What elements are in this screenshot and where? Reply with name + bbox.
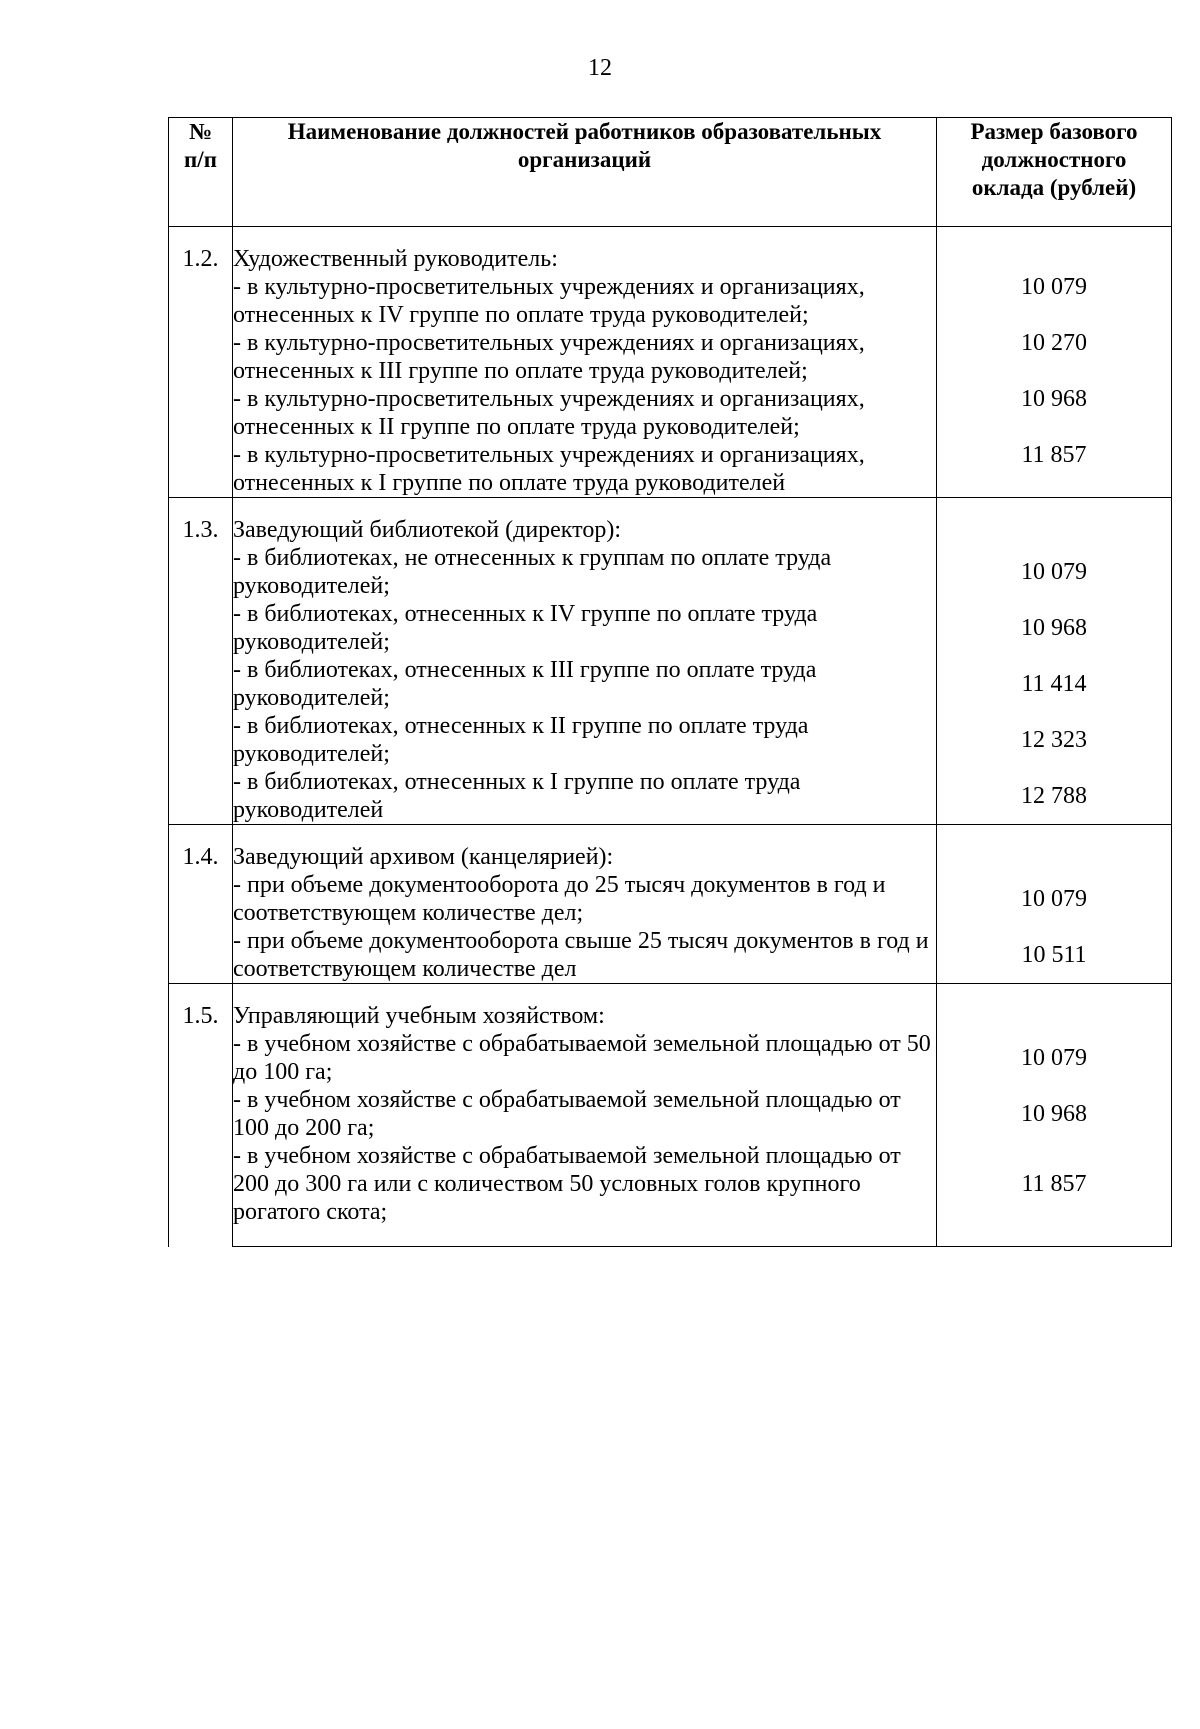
table-body [169, 227, 1172, 1247]
group-title-value-cell [937, 498, 1172, 545]
position-description: - в библиотеках, отнесенных к I группе по оплате труда руководителей [233, 768, 937, 825]
header-salary: Размер базового должностного оклада (рублей) [937, 118, 1172, 227]
salary-value: 10 079 [937, 273, 1172, 329]
salary-value: 12 323 [937, 712, 1172, 768]
salary-value: 10 270 [937, 329, 1172, 385]
position-description: - в учебном хозяйстве с обрабатываемой земельной площадью от 50 до 100 га; [233, 1030, 937, 1086]
position-description: - в учебном хозяйстве с обрабатываемой земельной площадью от 100 до 200 га; [233, 1086, 937, 1142]
group-row [169, 498, 1172, 545]
table-row [169, 329, 1172, 385]
group-number: 1.3. [169, 498, 233, 825]
group-title: Управляющий учебным хозяйством: [233, 984, 937, 1031]
salary-value: 12 788 [937, 768, 1172, 825]
table-row [169, 544, 1172, 600]
salary-value: 10 079 [937, 871, 1172, 927]
table-row [169, 927, 1172, 984]
header-position-name: Наименование должностей работников образовательных организаций [233, 118, 937, 227]
table-row [169, 1086, 1172, 1142]
salary-value: 11 857 [937, 1142, 1172, 1226]
spacer-cell [937, 1226, 1172, 1247]
position-description: - в библиотеках, не отнесенных к группам по оплате труда руководителей; [233, 544, 937, 600]
group-number: 1.4. [169, 825, 233, 984]
group-row [169, 227, 1172, 274]
group-number: 1.2. [169, 227, 233, 498]
position-description: - при объеме документооборота свыше 25 тысяч документов в год и соответствующем количестве дел [233, 927, 937, 984]
table-row [169, 385, 1172, 441]
salary-value: 10 079 [937, 1030, 1172, 1086]
salary-table [168, 117, 1172, 1247]
group-row [169, 825, 1172, 872]
salary-value: 10 968 [937, 385, 1172, 441]
group-title: Художественный руководитель: [233, 227, 937, 274]
position-description: - в библиотеках, отнесенных к IV группе по оплате труда руководителей; [233, 600, 937, 656]
table-row [169, 600, 1172, 656]
position-description: - в культурно-просветительных учреждениях и организациях, отнесенных к III группе по оплате труда руководителей; [233, 329, 937, 385]
position-description: - в библиотеках, отнесенных к II группе по оплате труда руководителей; [233, 712, 937, 768]
group-title-value-cell [937, 825, 1172, 872]
group-title-value-cell [937, 227, 1172, 274]
salary-value: 11 857 [937, 441, 1172, 498]
salary-value: 10 968 [937, 600, 1172, 656]
table-bottom-spacer [169, 1226, 1172, 1247]
position-description: - в культурно-просветительных учреждениях и организациях, отнесенных к I группе по оплате труда руководителей [233, 441, 937, 498]
group-title: Заведующий архивом (канцелярией): [233, 825, 937, 872]
group-title: Заведующий библиотекой (директор): [233, 498, 937, 545]
table-row [169, 1030, 1172, 1086]
page-number: 12 [588, 55, 612, 81]
position-description: - в учебном хозяйстве с обрабатываемой земельной площадью от 200 до 300 га или с количеством 50 условных голов крупного рогатого скота; [233, 1142, 937, 1226]
table-row [169, 1142, 1172, 1226]
salary-value: 10 968 [937, 1086, 1172, 1142]
salary-value: 11 414 [937, 656, 1172, 712]
position-description: - в библиотеках, отнесенных к III группе по оплате труда руководителей; [233, 656, 937, 712]
table-row [169, 441, 1172, 498]
table-row [169, 871, 1172, 927]
table-row [169, 768, 1172, 825]
group-number: 1.5. [169, 984, 233, 1247]
table-row [169, 712, 1172, 768]
salary-value: 10 511 [937, 927, 1172, 984]
table-row [169, 656, 1172, 712]
table-header-row [169, 118, 1172, 227]
position-description: - в культурно-просветительных учреждениях и организациях, отнесенных к II группе по оплате труда руководителей; [233, 385, 937, 441]
spacer-cell [233, 1226, 937, 1247]
table-row [169, 273, 1172, 329]
position-description: - при объеме документооборота до 25 тысяч документов в год и соответствующем количестве дел; [233, 871, 937, 927]
group-title-value-cell [937, 984, 1172, 1031]
salary-value: 10 079 [937, 544, 1172, 600]
group-row [169, 984, 1172, 1031]
header-number: № п/п [169, 118, 233, 227]
position-description: - в культурно-просветительных учреждениях и организациях, отнесенных к IV группе по оплате труда руководителей; [233, 273, 937, 329]
